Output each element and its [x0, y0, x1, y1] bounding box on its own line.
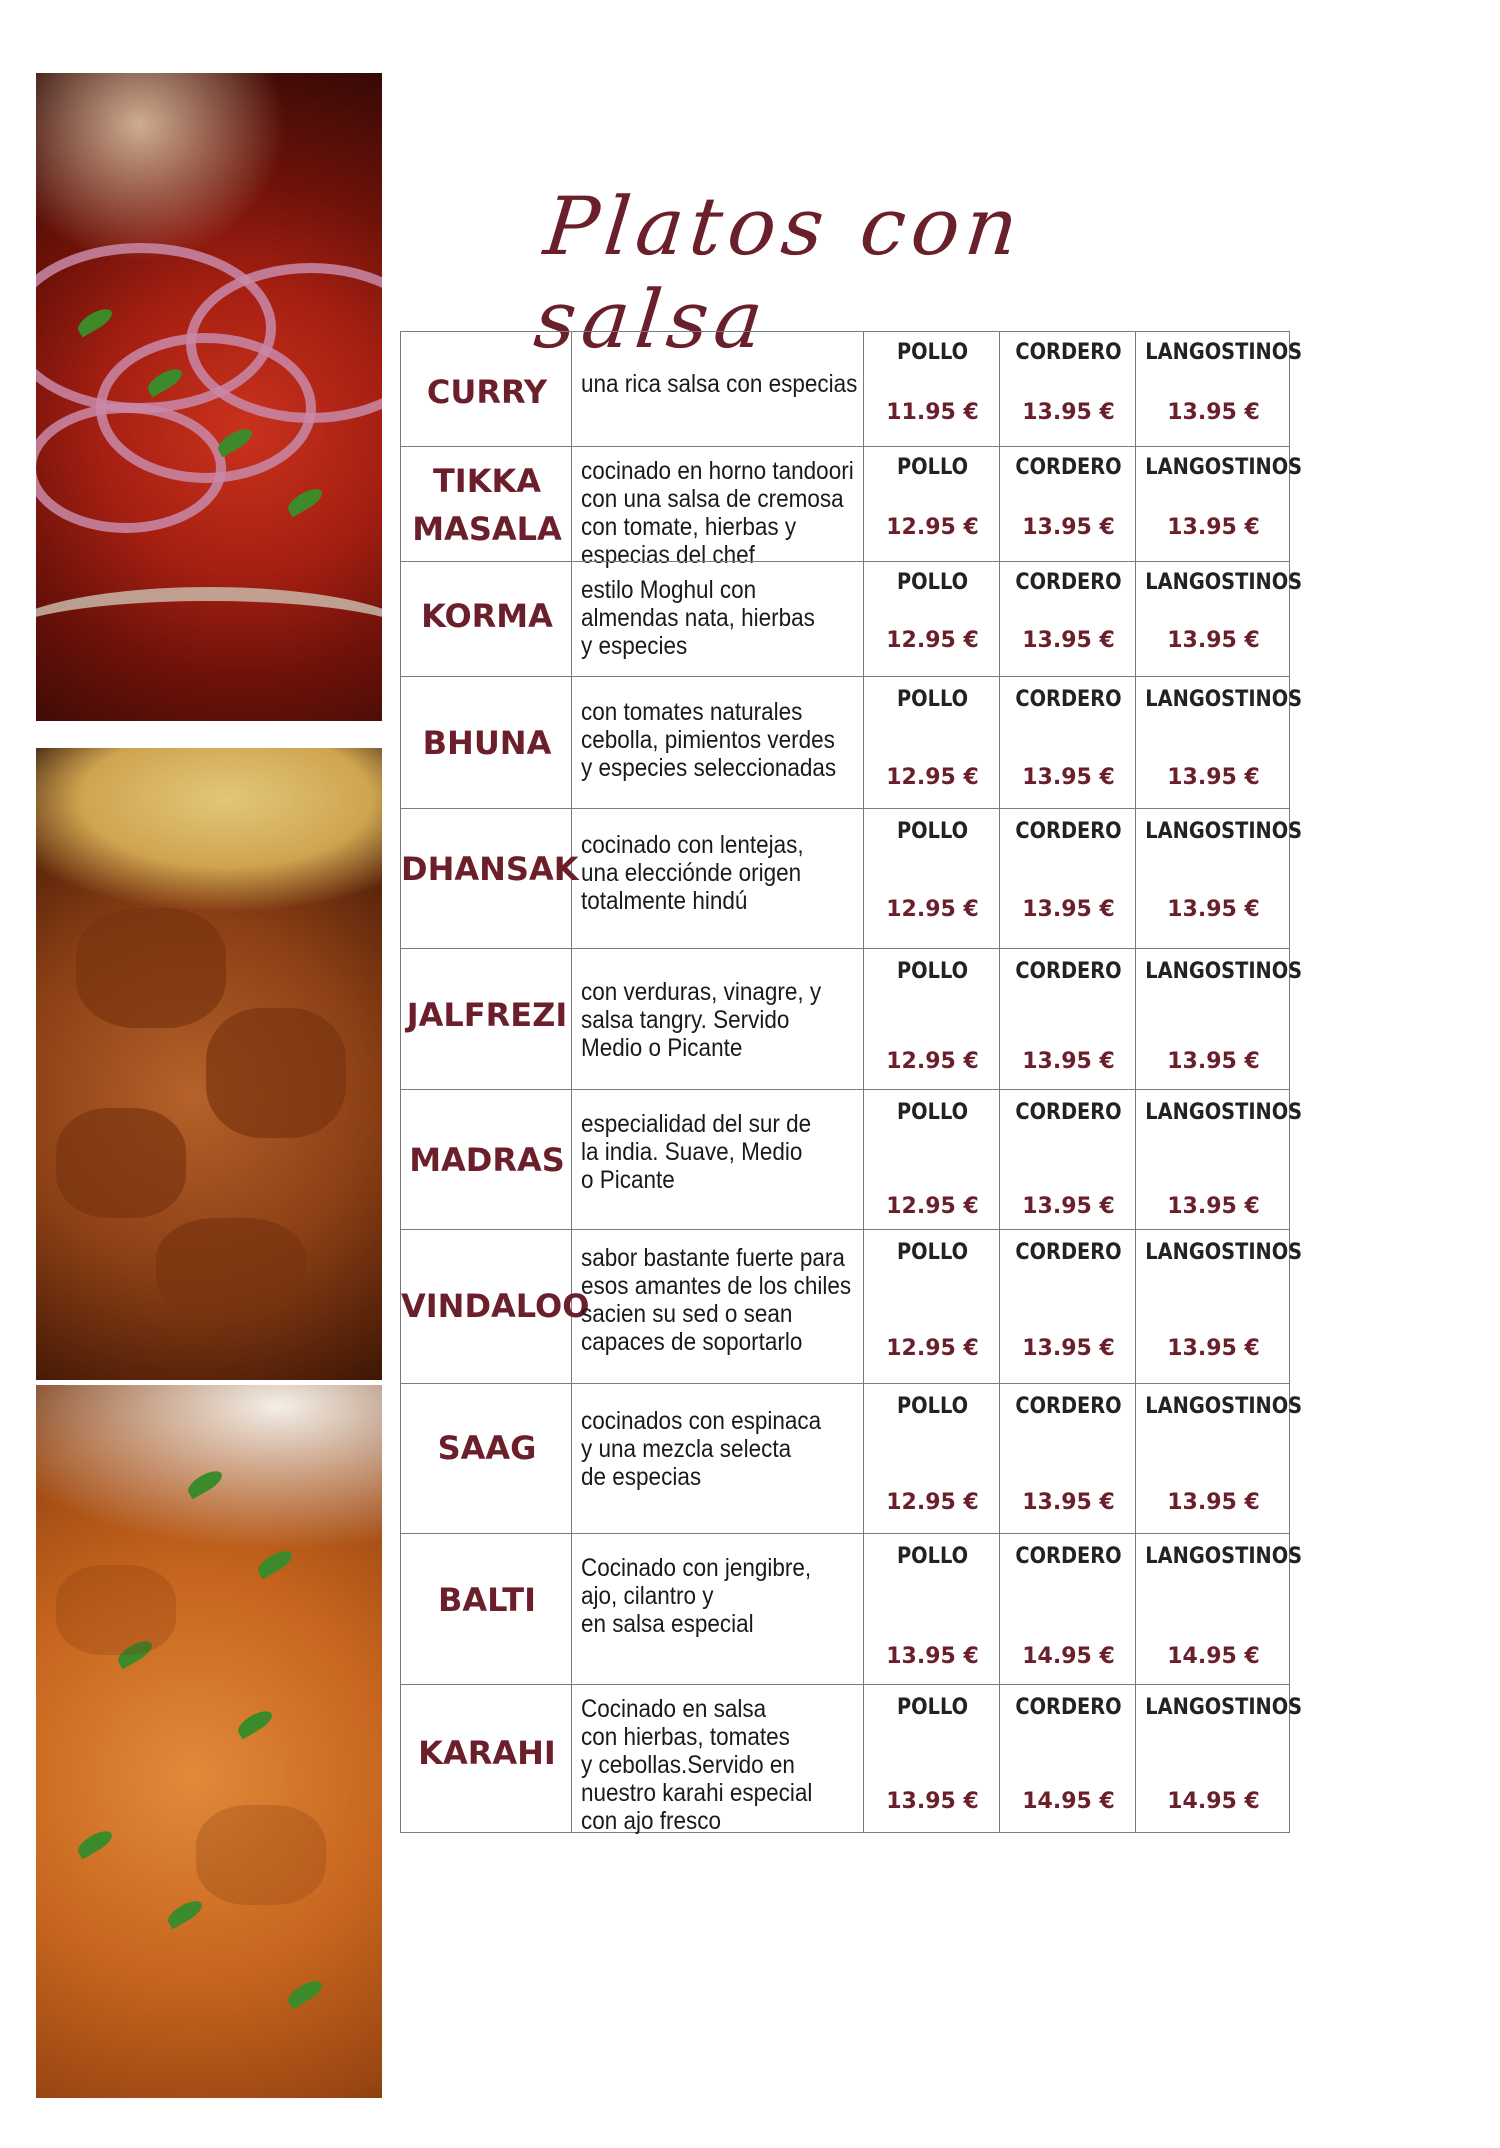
price: 13.95 € — [886, 1789, 979, 1814]
description-line: la india. Suave, Medio — [581, 1138, 803, 1166]
description-line: con una salsa de cremosa — [581, 485, 844, 513]
column-header-cordero: CORDERO — [1015, 687, 1122, 712]
dish-name — [401, 368, 573, 416]
price: 12.95 € — [886, 765, 979, 790]
dish-name-line: KARAHI — [418, 1734, 556, 1772]
dish-description — [581, 831, 842, 915]
column-header-cordero: CORDERO — [1015, 959, 1122, 984]
menu-row — [401, 447, 1303, 569]
price: 13.95 € — [1022, 515, 1115, 540]
price: 13.95 € — [1167, 1336, 1260, 1361]
price: 13.95 € — [1167, 765, 1260, 790]
description-line: Cocinado con jengibre, — [581, 1554, 812, 1582]
price: 13.95 € — [1022, 1049, 1115, 1074]
description-line: cebolla, pimientos verdes — [581, 726, 835, 754]
description-line: ajo, cilantro y — [581, 1582, 714, 1610]
price: 13.95 € — [1022, 897, 1115, 922]
price: 12.95 € — [886, 628, 979, 653]
dish-description — [581, 1244, 852, 1356]
dish-name-line: TIKKA — [432, 462, 542, 500]
dish-description — [581, 698, 842, 782]
description-line: totalmente hindú — [581, 887, 748, 915]
price: 12.95 € — [886, 1049, 979, 1074]
dish-name — [401, 1136, 573, 1184]
column-header-langostinos: LANGOSTINOS — [1145, 1100, 1303, 1125]
description-line: y especies — [581, 632, 688, 660]
column-header-cordero: CORDERO — [1015, 1240, 1122, 1265]
price: 13.95 € — [1167, 897, 1260, 922]
column-header-pollo: POLLO — [896, 1695, 969, 1720]
price: 13.95 € — [1022, 400, 1115, 425]
column-header-pollo: POLLO — [896, 819, 969, 844]
column-header-langostinos: LANGOSTINOS — [1145, 455, 1303, 480]
column-header-langostinos: LANGOSTINOS — [1145, 1544, 1303, 1569]
dish-name — [401, 1576, 573, 1624]
menu-row — [401, 562, 1303, 677]
price: 12.95 € — [886, 897, 979, 922]
column-header-langostinos: LANGOSTINOS — [1145, 687, 1303, 712]
dish-name-line: SAAG — [437, 1429, 537, 1467]
dish-name-line: DHANSAK — [401, 850, 579, 888]
price: 13.95 € — [1167, 628, 1260, 653]
description-line: con ajo fresco — [581, 1807, 722, 1835]
column-header-pollo: POLLO — [896, 1544, 969, 1569]
dish-description — [581, 457, 854, 569]
chicken-dish-photo — [36, 1385, 382, 2098]
column-header-langostinos: LANGOSTINOS — [1145, 1394, 1303, 1419]
dish-description — [581, 1554, 842, 1638]
description-line: sacien su sed o sean — [581, 1300, 793, 1328]
dish-name — [401, 719, 573, 767]
description-line: salsa tangry. Servido — [581, 1006, 790, 1034]
price: 13.95 € — [886, 1644, 979, 1669]
column-header-pollo: POLLO — [896, 687, 969, 712]
dish-name-line: BHUNA — [422, 724, 552, 762]
price: 14.95 € — [1022, 1644, 1115, 1669]
column-header-cordero: CORDERO — [1015, 340, 1122, 365]
menu-row — [401, 677, 1303, 809]
description-line: sabor bastante fuerte para — [581, 1244, 845, 1272]
description-line: con verduras, vinagre, y — [581, 978, 822, 1006]
description-line: capaces de soportarlo — [581, 1328, 803, 1356]
description-line: y una mezcla selecta — [581, 1435, 792, 1463]
column-header-pollo: POLLO — [896, 959, 969, 984]
menu-row — [401, 949, 1303, 1090]
curry-dish-photo — [36, 748, 382, 1380]
dish-name-line: KORMA — [421, 597, 553, 635]
column-header-cordero: CORDERO — [1015, 1394, 1122, 1419]
menu-row — [401, 332, 1303, 447]
price: 13.95 € — [1167, 1194, 1260, 1219]
dish-name — [401, 592, 573, 640]
column-header-pollo: POLLO — [896, 1394, 969, 1419]
price: 13.95 € — [1167, 515, 1260, 540]
dish-name — [401, 845, 579, 893]
column-header-pollo: POLLO — [896, 1100, 969, 1125]
price: 13.95 € — [1167, 400, 1260, 425]
dish-description — [581, 576, 842, 660]
dish-name-line: BALTI — [438, 1581, 536, 1619]
dish-description — [581, 1407, 842, 1491]
price: 12.95 € — [886, 515, 979, 540]
description-line: cocinado en horno tandoori — [581, 457, 854, 485]
dish-name — [401, 1729, 573, 1777]
price: 13.95 € — [1167, 1049, 1260, 1074]
description-line: de especias — [581, 1463, 702, 1491]
dish-name-line: VINDALOO — [401, 1287, 590, 1325]
menu-row — [401, 1230, 1303, 1384]
column-header-langostinos: LANGOSTINOS — [1145, 340, 1303, 365]
column-header-langostinos: LANGOSTINOS — [1145, 959, 1303, 984]
description-line: estilo Moghul con — [581, 576, 757, 604]
description-line: Medio o Picante — [581, 1034, 743, 1062]
column-header-cordero: CORDERO — [1015, 570, 1122, 595]
dish-name — [401, 1424, 573, 1472]
description-line: con hierbas, tomates — [581, 1723, 790, 1751]
description-line: almendas nata, hierbas — [581, 604, 815, 632]
price: 13.95 € — [1022, 765, 1115, 790]
description-line: cocinados con espinaca — [581, 1407, 822, 1435]
column-header-pollo: POLLO — [896, 1240, 969, 1265]
menu-title: Platos con salsa — [530, 180, 1029, 366]
column-header-cordero: CORDERO — [1015, 1695, 1122, 1720]
description-line: con tomates naturales — [581, 698, 803, 726]
price: 13.95 € — [1022, 1194, 1115, 1219]
column-header-pollo: POLLO — [896, 455, 969, 480]
price: 13.95 € — [1022, 1336, 1115, 1361]
price: 14.95 € — [1167, 1644, 1260, 1669]
description-line: especialidad del sur de — [581, 1110, 812, 1138]
description-line: esos amantes de los chiles — [581, 1272, 852, 1300]
menu-row — [401, 1685, 1303, 1835]
description-line: especias del chef — [581, 541, 755, 569]
menu-table — [401, 332, 1303, 1835]
description-line: cocinado con lentejas, — [581, 831, 804, 859]
column-header-cordero: CORDERO — [1015, 1544, 1122, 1569]
price: 13.95 € — [1167, 1490, 1260, 1515]
column-header-langostinos: LANGOSTINOS — [1145, 819, 1303, 844]
dish-description — [581, 1695, 842, 1835]
column-header-langostinos: LANGOSTINOS — [1145, 1695, 1303, 1720]
price: 12.95 € — [886, 1194, 979, 1219]
price: 12.95 € — [886, 1490, 979, 1515]
column-header-pollo: POLLO — [896, 570, 969, 595]
dish-name — [401, 991, 573, 1039]
dish-name-line: MADRAS — [409, 1141, 565, 1179]
menu-row — [401, 1534, 1303, 1685]
column-header-cordero: CORDERO — [1015, 1100, 1122, 1125]
description-line: en salsa especial — [581, 1610, 754, 1638]
dish-name-line: JALFREZI — [406, 996, 568, 1034]
price: 14.95 € — [1022, 1789, 1115, 1814]
price: 14.95 € — [1167, 1789, 1260, 1814]
description-line: y especies seleccionadas — [581, 754, 837, 782]
menu-row — [401, 809, 1303, 949]
column-header-cordero: CORDERO — [1015, 455, 1122, 480]
description-line: Cocinado en salsa — [581, 1695, 767, 1723]
menu-row — [401, 1384, 1303, 1534]
price: 11.95 € — [886, 400, 979, 425]
description-line: una elecciónde origen — [581, 859, 802, 887]
dish-name — [401, 457, 573, 553]
column-header-langostinos: LANGOSTINOS — [1145, 1240, 1303, 1265]
description-line: nuestro karahi especial — [581, 1779, 813, 1807]
tikka-dish-photo — [36, 73, 382, 721]
column-header-pollo: POLLO — [896, 340, 969, 365]
menu-row — [401, 1090, 1303, 1230]
description-line: y cebollas.Servido en — [581, 1751, 795, 1779]
dish-description — [581, 370, 858, 398]
price: 13.95 € — [1022, 628, 1115, 653]
price: 12.95 € — [886, 1336, 979, 1361]
dish-name-line: MASALA — [412, 510, 562, 548]
dish-description — [581, 978, 842, 1062]
description-line: o Picante — [581, 1166, 675, 1194]
column-header-cordero: CORDERO — [1015, 819, 1122, 844]
column-header-langostinos: LANGOSTINOS — [1145, 570, 1303, 595]
description-line: una rica salsa con especias — [581, 370, 858, 398]
dish-name — [401, 1282, 590, 1330]
dish-description — [581, 1110, 842, 1194]
dish-name-line: CURRY — [426, 373, 548, 411]
description-line: con tomate, hierbas y — [581, 513, 797, 541]
price: 13.95 € — [1022, 1490, 1115, 1515]
